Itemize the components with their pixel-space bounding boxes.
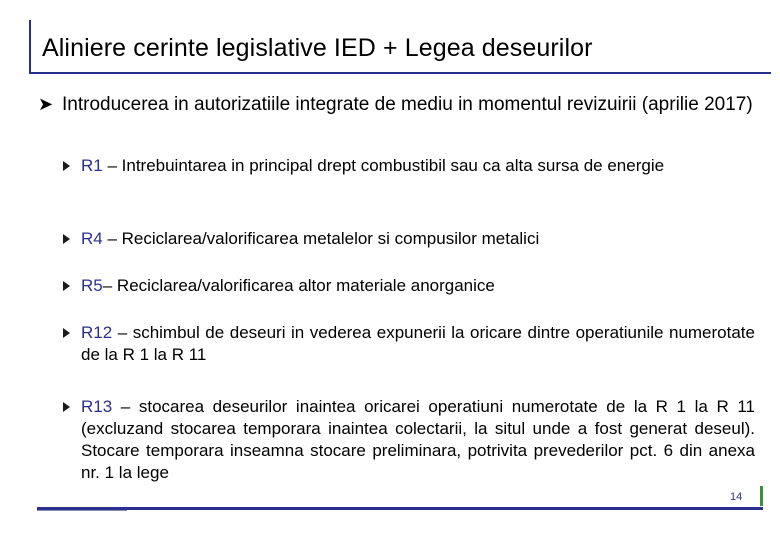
title-left-rule — [29, 20, 31, 73]
triangle-bullet-icon — [63, 234, 70, 244]
triangle-bullet-icon — [63, 328, 70, 338]
sub-item-text: – Reciclarea/valorificarea metalelor si compusilor metalici — [102, 229, 540, 248]
main-bullet — [38, 91, 760, 118]
footer-rule-accent — [37, 510, 127, 511]
footer-rule — [37, 507, 763, 510]
sub-item-code: R4 — [81, 229, 103, 248]
slide-title: Aliniere cerinte legislative IED + Legea deseurilor — [42, 34, 593, 62]
sub-item-text: – stocarea deseurilor inaintea oricarei operatiuni numerotate de la R 1 la R 11 (excluzand stocarea temporara inaintea colectarii, la situl unde a fost generat deseul). Stocare temporara inseamna stocare preliminara, potrivita prevederilor pct. 6 din anexa nr. 1 la lege — [81, 397, 755, 482]
sub-item-r5 — [63, 275, 755, 297]
sub-item-r12 — [63, 322, 755, 366]
sub-item-code: R1 — [81, 156, 103, 175]
arrow-bullet-icon: ➤ — [38, 94, 54, 114]
sub-item-r4 — [63, 228, 755, 250]
triangle-bullet-icon — [63, 161, 70, 171]
title-underline — [29, 72, 771, 74]
triangle-bullet-icon — [63, 402, 70, 412]
sub-item-code: R13 — [81, 397, 113, 416]
footer-accent-bar — [760, 486, 763, 506]
triangle-bullet-icon — [63, 281, 70, 291]
sub-item-text: – Intrebuintarea in principal drept combustibil sau ca alta sursa de energie — [102, 156, 665, 175]
sub-item-r1 — [63, 155, 755, 177]
main-bullet-text: Introducerea in autorizatiile integrate de mediu in momentul revizuirii (aprilie 2017) — [62, 94, 753, 115]
sub-item-text: – Reciclarea/valorificarea altor materiale anorganice — [102, 276, 495, 295]
sub-item-code: R12 — [81, 323, 113, 342]
page-number: 14 — [730, 491, 743, 503]
sub-item-text: – schimbul de deseuri in vederea expunerii la oricare dintre operatiunile numerotate de la R 1 la R 11 — [81, 323, 755, 364]
sub-item-code: R5 — [81, 276, 103, 295]
sub-item-r13 — [63, 396, 755, 484]
